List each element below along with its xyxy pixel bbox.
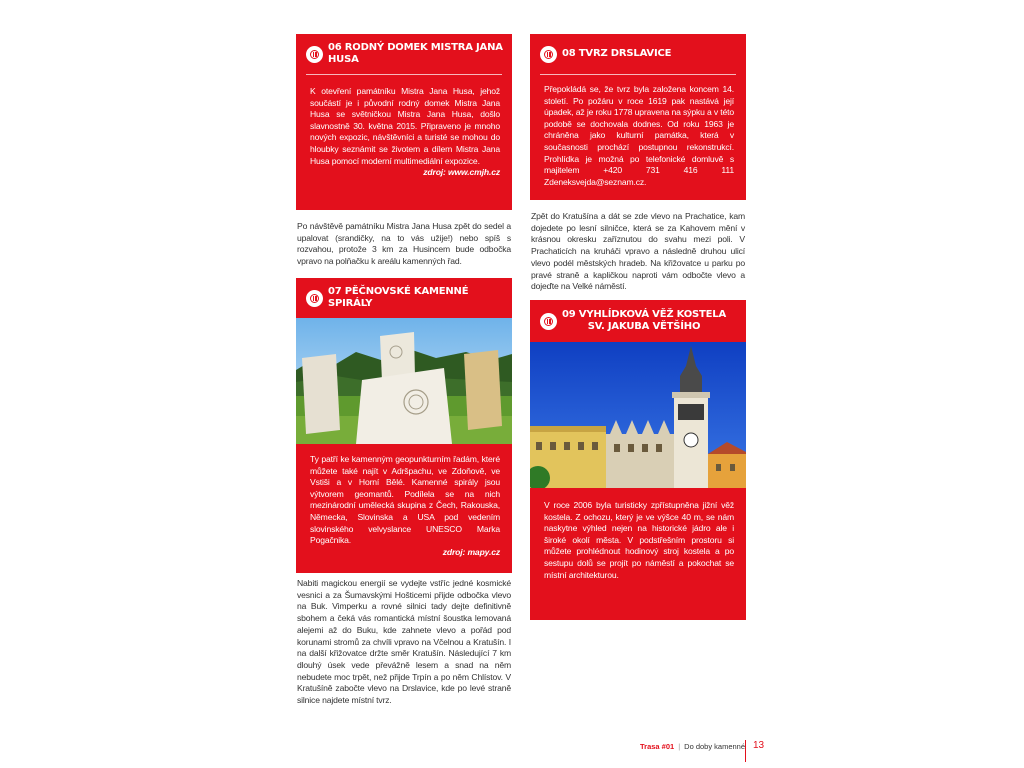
box-07-text-block bbox=[310, 454, 500, 558]
box-06-header bbox=[296, 34, 512, 74]
stone-spirals-photo bbox=[296, 318, 512, 444]
box-09-text-block bbox=[544, 500, 734, 581]
box-06-text: K otevření památníku Mistra Jana Husa, jehož součástí je i původní rodný domek Mistra Jana Husa se světničkou Mistra Jana Husa, došlo slavnostně 30. května 2015. Připraveno je mnoho nových expozic, návštěvníci a turisté se mohou do hloubky seznámit se životem a dílem Mistra Jana Husa pomocí moderní multimediální expozice. bbox=[310, 86, 500, 166]
box-07-header bbox=[296, 278, 512, 318]
box-08-divider bbox=[540, 74, 736, 75]
box-07-text: Ty patří ke kamenným geopunkturním řadám, které můžete také najít v Adršpachu, ve Zdoňově, ve Vstiši a v Horní Bělé. Kamenné spirály jsou výtvorem geomantů. Podílela se na nich mezinárodní umělecká skupina z Čech, Rakouska, Německa, Slovinska a USA pod vedením slovinského velvyslance UNESCO Marka Pogačnika. bbox=[310, 454, 500, 546]
route-stop-icon bbox=[306, 290, 323, 307]
box-06-divider bbox=[306, 74, 502, 75]
route-stop-icon bbox=[540, 313, 557, 330]
paragraph-after-spirals: Nabiti magickou energií se vydejte vstříc jedné kosmické vesnici a za Šumavskými Hošticemi přijde odbočka vlevo na Buk. Vimperku a rovné silnici tady dejte definitivně sbohem a čeká vás romantická místní šoustka lemovaná alejemi až do Buku, kde zahnete vlevo a pořád pod korunami stromů za chvíli vpravo na Včelnou a Kratušín. I na další křižovatce držte směr Kratušín. Následující 7 km dlouhý úsek vede převážně lesem a snad na něm nebudete moc trpět, než přijde Trpín a po něm Chlístov. V Kratušíně zabočte vlevo na Drslavice, kde po levé straně silnice najdete místní tvrz. bbox=[297, 578, 511, 706]
box-06-title: 06 RODNÝ DOMEK MISTRA JANA HUSA bbox=[328, 42, 503, 65]
box-08-text-block bbox=[544, 84, 734, 188]
page-footer bbox=[640, 742, 745, 751]
box-09-title-line1: 09 VYHLÍDKOVÁ VĚŽ KOSTELA bbox=[562, 309, 727, 320]
church-tower-photo bbox=[530, 342, 746, 488]
footer-separator: | bbox=[678, 742, 681, 751]
stone-spirals-illustration bbox=[296, 318, 512, 444]
box-06-hus-house bbox=[296, 34, 512, 210]
box-09-title-line2: SV. JAKUBA VĚTŠÍHO bbox=[587, 321, 701, 332]
box-08-title: 08 TVRZ DRSLAVICE bbox=[562, 48, 672, 59]
paragraph-after-drslavice: Zpět do Kratušína a dát se zde vlevo na Prachatice, kam dojedete po lesní silničce, která se za Kahovem mění v krásnou okresku zaříznutou do svahu mezi poli. V Prachaticích na kruháči vpravo a následně druhou ulicí vlevo podél městských hradeb. Na křižovatce u parku po pravé straně a kapličkou naproti vám odbočte vlevo a dojeďte na Velké náměstí. bbox=[531, 211, 745, 292]
footer-route: Trasa #01 bbox=[640, 742, 675, 751]
box-09-header bbox=[530, 300, 746, 342]
box-08-drslavice-fortress bbox=[530, 34, 746, 200]
route-stop-icon bbox=[540, 46, 557, 63]
box-09-text: V roce 2006 byla turisticky zpřístupněna jižní věž kostela. Z ochozu, který je ve výšce 40 m, se nám naskytne výhled nejen na historické jádro ale i široké okolí města. V podstřešním prostoru si můžete prohlédnout hodinový stroj kostela a po sestupu dolů se projít po náměstí a pokochat se místní architekturou. bbox=[544, 500, 734, 580]
paragraph-after-hus: Po návštěvě památníku Mistra Jana Husa zpět do sedel a upalovat (srandičky, na to vás užije!) nebo spíš s rozvahou, protože 3 km za Husincem bude odbočka vpravo na polňačku k areálu kamenných řad. bbox=[297, 221, 511, 267]
box-09-title bbox=[562, 309, 726, 333]
route-stop-icon bbox=[306, 46, 323, 63]
box-07-source: zdroj: mapy.cz bbox=[442, 546, 500, 557]
box-06-text-block bbox=[310, 86, 500, 179]
box-08-text: Přepokládá se, že tvrz byla založena koncem 14. století. Po požáru v roce 1619 pak nastává její úpadek, až je roku 1778 upravena na sýpku a v této podobě se dochovala dodnes. Od roku 1963 je chráněna jako kulturní památka, která v současnosti prochází postupnou rekonstrukcí. Prohlídka je možná po telefonické domluvě s majitelem +420 731 416 111 Zdeneksvejda@seznam.cz. bbox=[544, 84, 734, 187]
box-06-source: zdroj: www.cmjh.cz bbox=[423, 167, 500, 178]
page-number: 13 bbox=[745, 740, 764, 762]
footer-subtitle: Do doby kamenné bbox=[684, 742, 746, 751]
box-08-header bbox=[530, 34, 746, 74]
box-07-title: 07 PĚČNOVSKÉ KAMENNÉ SPIRÁLY bbox=[328, 286, 469, 309]
church-tower-illustration bbox=[530, 342, 746, 488]
